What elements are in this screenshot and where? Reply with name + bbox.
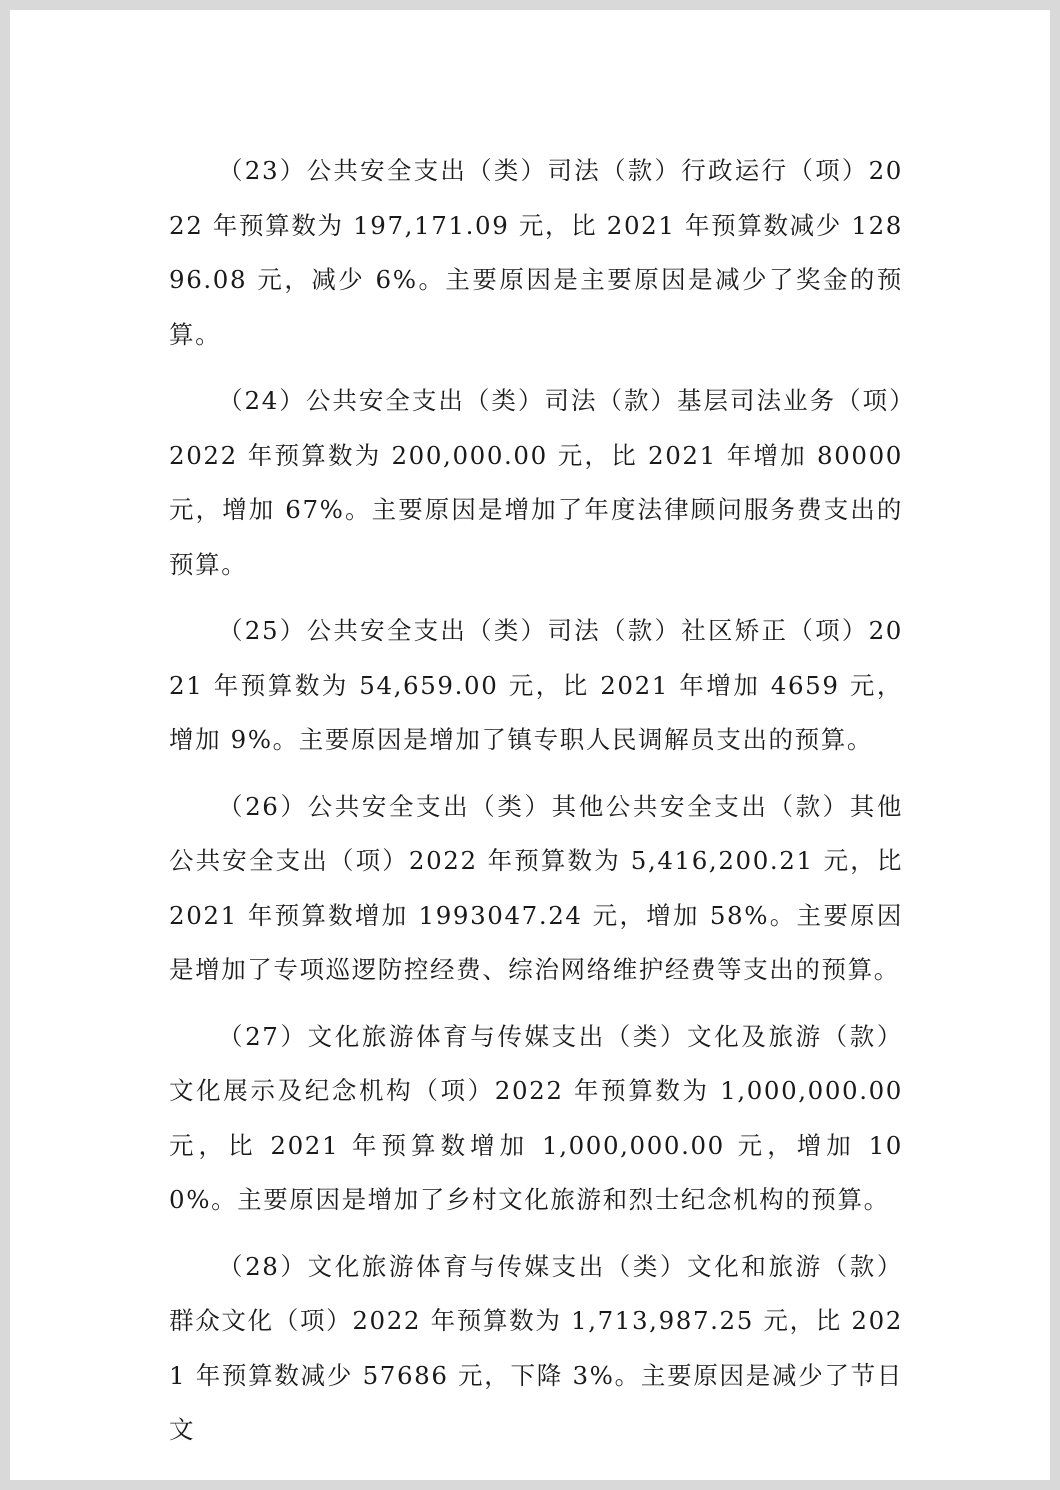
document-page [10, 10, 1050, 1480]
paragraph-23: （23）公共安全支出（类）司法（款）行政运行（项）2022 年预算数为 197,171.09 元，比 2021 年预算数减少 12896.08 元，减少 6%。主要原因是主要原因是减少了奖金的预算。 [169, 156, 903, 349]
paragraph-24: （24）公共安全支出（类）司法（款）基层司法业务（项）2022 年预算数为 200,000.00 元，比 2021 年增加 80000 元，增加 67%。主要原因是增加了年度法律顾问服务费支出的预算。 [169, 386, 903, 579]
paragraph-25: （25）公共安全支出（类）司法（款）社区矫正（项）2021 年预算数为 54,659.00 元，比 2021 年增加 4659 元，增加 9%。主要原因是增加了镇专职人民调解员支出的预算。 [169, 616, 903, 754]
document-body [169, 144, 903, 1470]
paragraph-28: （28）文化旅游体育与传媒支出（类）文化和旅游（款）群众文化（项）2022 年预算数为 1,713,987.25 元，比 2021 年预算数减少 57686 元，下降 3%。主要原因是减少了节日文 [169, 1251, 903, 1444]
paragraph-27: （27）文化旅游体育与传媒支出（类）文化及旅游（款）文化展示及纪念机构（项）2022 年预算数为 1,000,000.00 元，比 2021 年预算数增加 1,000,000.00 元，增加 100%。主要原因是增加了乡村文化旅游和烈士纪念机构的预算。 [169, 1021, 903, 1214]
paragraph-26: （26）公共安全支出（类）其他公共安全支出（款）其他公共安全支出（项）2022 年预算数为 5,416,200.21 元，比 2021 年预算数增加 1993047.24 元，增加 58%。主要原因是增加了专项巡逻防控经费、综治网络维护经费等支出的预算。 [169, 791, 903, 984]
